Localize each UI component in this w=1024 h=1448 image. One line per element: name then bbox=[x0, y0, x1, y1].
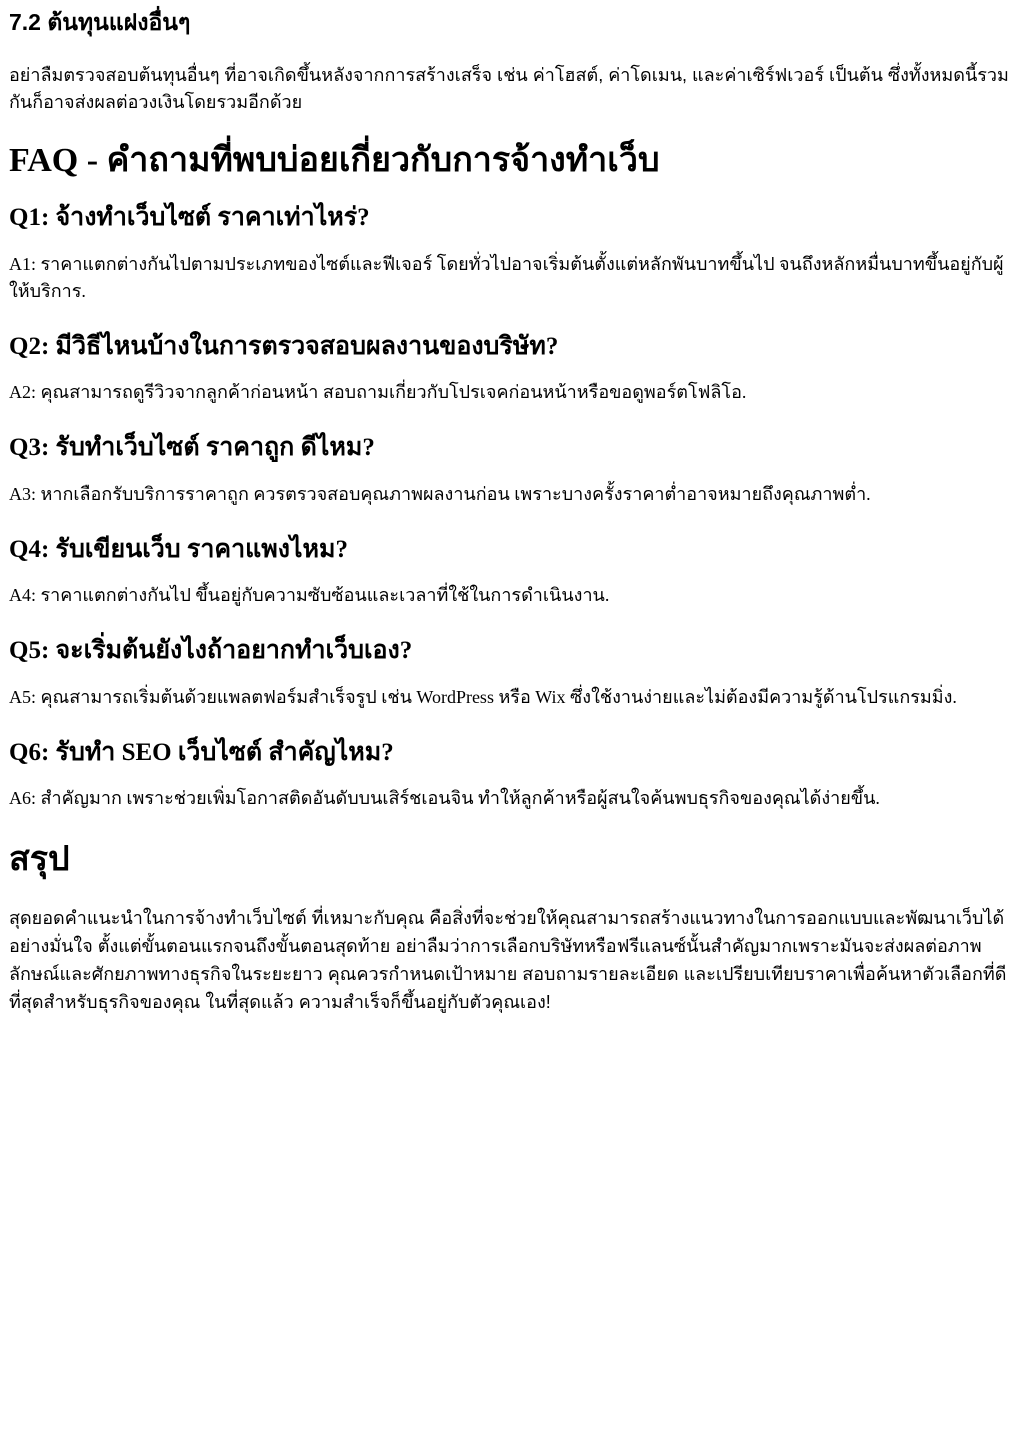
faq-item bbox=[9, 737, 1014, 813]
faq-item bbox=[9, 331, 1014, 407]
faq-answer-1: A1: ราคาแตกต่างกันไปตามประเภทของไซต์และฟีเจอร์ โดยทั่วไปอาจเริ่มต้นตั้งแต่หลักพันบาทขึ้นไป จนถึงหลักหมื่นบาทขึ้นอยู่กับผู้ให้บริการ. bbox=[9, 253, 1004, 301]
faq-question-1: Q1: จ้างทำเว็บไซต์ ราคาเท่าไหร่? bbox=[9, 204, 370, 232]
faq-question-2: Q2: มีวิธีไหนบ้างในการตรวจสอบผลงานของบริษัท? bbox=[9, 332, 559, 360]
faq-item bbox=[9, 635, 1014, 711]
hidden-costs-heading: 7.2 ต้นทุนแฝงอื่นๆ bbox=[9, 9, 191, 35]
faq-heading: FAQ - คำถามที่พบบ่อยเกี่ยวกับการจ้างทำเว็บ bbox=[9, 141, 660, 179]
section-faq bbox=[9, 140, 1014, 813]
faq-answer-2: A2: คุณสามารถดูรีวิวจากลูกค้าก่อนหน้า สอบถามเกี่ยวกับโปรเจคก่อนหน้าหรือขอดูพอร์ตโฟลิโอ. bbox=[9, 382, 747, 403]
faq-question-3: Q3: รับทำเว็บไซต์ ราคาถูก ดีไหม? bbox=[9, 434, 375, 462]
faq-item bbox=[9, 534, 1014, 610]
faq-answer-6: A6: สำคัญมาก เพราะช่วยเพิ่มโอกาสติดอันดับบนเสิร์ชเอนจิน ทำให้ลูกค้าหรือผู้สนใจค้นพบธุรกิจของคุณได้ง่ายขึ้น. bbox=[9, 788, 880, 809]
section-summary bbox=[9, 838, 1014, 1016]
faq-question-6: Q6: รับทำ SEO เว็บไซต์ สำคัญไหม? bbox=[9, 738, 394, 766]
faq-answer-5: A5: คุณสามารถเริ่มต้นด้วยแพลตฟอร์มสำเร็จรูป เช่น WordPress หรือ Wix ซึ่งใช้งานง่ายและไม่ต้องมีความรู้ด้านโปรแกรมมิ่ง. bbox=[9, 686, 957, 707]
faq-answer-4: A4: ราคาแตกต่างกันไป ขึ้นอยู่กับความซับซ้อนและเวลาที่ใช้ในการดำเนินงาน. bbox=[9, 585, 610, 606]
faq-item bbox=[9, 432, 1014, 508]
faq-question-4: Q4: รับเขียนเว็บ ราคาแพงไหม? bbox=[9, 535, 348, 563]
hidden-costs-paragraph: อย่าลืมตรวจสอบต้นทุนอื่นๆ ที่อาจเกิดขึ้นหลังจากการสร้างเสร็จ เช่น ค่าโฮสต์, ค่าโดเมน, และค่าเซิร์ฟเวอร์ เป็นต้น ซึ่งทั้งหมดนี้รวมกันก็อาจส่งผลต่อวงเงินโดยรวมอีกด้วย bbox=[9, 64, 1009, 112]
summary-paragraph: สุดยอดคำแนะนำในการจ้างทำเว็บไซต์ ที่เหมาะกับคุณ คือสิ่งที่จะช่วยให้คุณสามารถสร้างแนวทางในการออกแบบและพัฒนาเว็บได้อย่างมั่นใจ ตั้งแต่ขั้นตอนแรกจนถึงขั้นตอนสุดท้าย อย่าลืมว่าการเลือกบริษัทหรือฟรีแลนซ์นั้นสำคัญมากเพราะมันจะส่งผลต่อภาพลักษณ์และศักยภาพทางธุรกิจในระยะยาว คุณควรกำหนดเป้าหมาย สอบถามรายละเอียด และเปรียบเทียบราคาเพื่อค้นหาตัวเลือกที่ดีที่สุดสำหรับธุรกิจของคุณ ในที่สุดแล้ว ความสำเร็จก็ขึ้นอยู่กับตัวคุณเอง! bbox=[9, 907, 1007, 1012]
summary-heading: สรุป bbox=[9, 840, 70, 879]
faq-item bbox=[9, 202, 1014, 305]
faq-answer-3: A3: หากเลือกรับบริการราคาถูก ควรตรวจสอบคุณภาพผลงานก่อน เพราะบางครั้งราคาต่ำอาจหมายถึงคุณภาพต่ำ. bbox=[9, 483, 871, 504]
section-hidden-costs bbox=[9, 8, 1014, 116]
faq-question-5: Q5: จะเริ่มต้นยังไงถ้าอยากทำเว็บเอง? bbox=[9, 637, 413, 665]
